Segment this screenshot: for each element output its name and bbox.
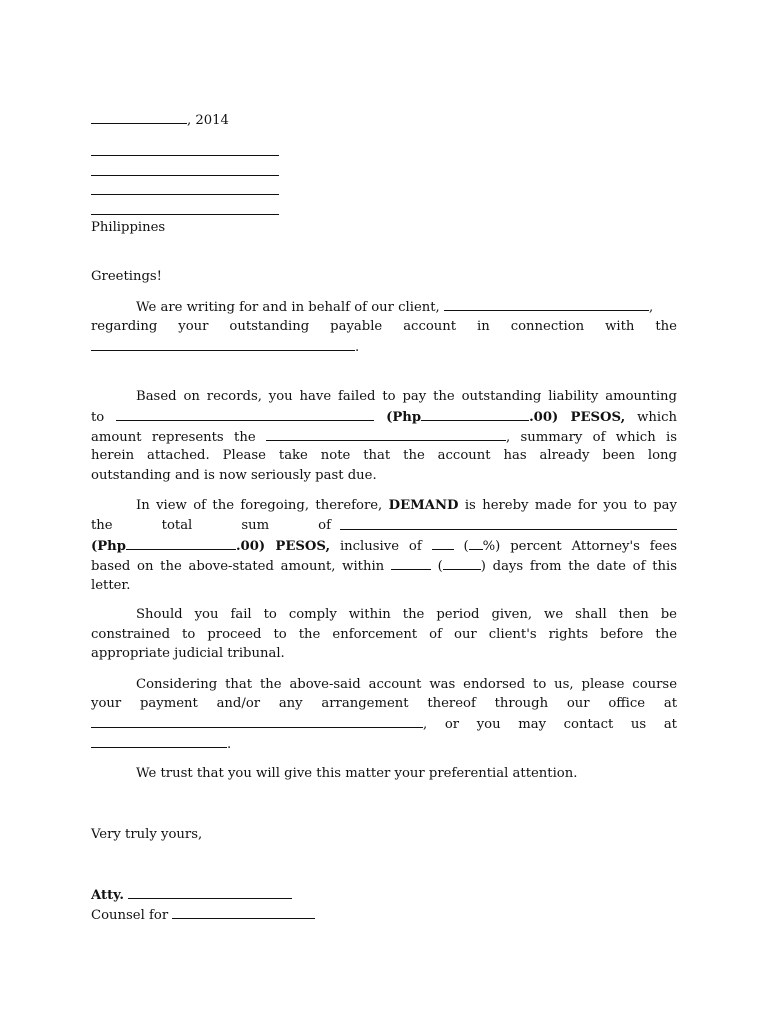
closing: Very truly yours, xyxy=(91,827,203,842)
p5-line-1: Considering that the above-said account was endorsed to us, please course xyxy=(136,677,677,692)
p1-line-2: regarding your outstanding payable account in connection with the xyxy=(91,319,677,334)
counsel-label: Counsel for xyxy=(91,908,169,923)
date-blank xyxy=(91,110,187,124)
fee-percent-blank xyxy=(469,536,483,550)
address-blank-2 xyxy=(91,175,279,176)
total-php-blank xyxy=(126,536,236,550)
demand-word: DEMAND xyxy=(388,498,459,513)
contact-blank xyxy=(91,734,227,748)
p3-line-2: the total sum of xyxy=(91,516,677,537)
address-blank-1 xyxy=(91,155,279,156)
p3-line-4: based on the above-stated amount, within ( ) days from the date of this xyxy=(91,556,677,577)
office-address-blank xyxy=(91,714,423,728)
represents-blank xyxy=(266,427,506,441)
date-line xyxy=(91,110,677,131)
p4-line-3: appropriate judicial tribunal. xyxy=(91,646,285,661)
days-number-blank xyxy=(443,556,481,570)
atty-label: Atty. xyxy=(91,888,124,903)
counsel-for-blank xyxy=(172,905,315,919)
counsel-line xyxy=(91,905,677,926)
p1-line-1: We are writing for and in behalf of our client, , xyxy=(91,297,677,318)
p4-line-2: constrained to proceed to the enforcement of our client's rights before the xyxy=(91,627,677,642)
p3-line-3: (Php .00) PESOS, inclusive of ( %) percent Attorney's fees xyxy=(91,536,677,557)
p2-line-3: amount represents the , summary of which is xyxy=(91,427,677,448)
atty-name-blank xyxy=(128,885,292,899)
p1-line-3: . xyxy=(91,337,677,358)
client-blank xyxy=(444,297,649,311)
p5-line-4: . xyxy=(91,734,677,755)
liability-php-blank xyxy=(421,407,529,421)
atty-line xyxy=(91,885,677,906)
p6-line-1: We trust that you will give this matter your preferential attention. xyxy=(136,766,578,781)
total-sum-blank xyxy=(340,516,677,530)
address-blank-3 xyxy=(91,194,279,195)
p3-line-1: In view of the foregoing, therefore, DEMAND is hereby made for you to pay xyxy=(136,498,677,513)
p2-line-5: outstanding and is now seriously past due. xyxy=(91,468,377,483)
p3-line-5: letter. xyxy=(91,578,131,593)
p2-line-1: Based on records, you have failed to pay the outstanding liability amounting xyxy=(136,389,677,404)
liability-words-blank xyxy=(116,407,374,421)
fee-words-blank xyxy=(432,536,454,550)
p5-line-3: , or you may contact us at xyxy=(91,714,677,735)
recipient-country: Philippines xyxy=(91,220,166,235)
days-words-blank xyxy=(391,556,431,570)
p2-line-4: herein attached. Please take note that the account has already been long xyxy=(91,448,677,463)
salutation: Greetings! xyxy=(91,269,162,284)
connection-blank xyxy=(91,337,355,351)
date-year: , 2014 xyxy=(187,113,229,128)
p5-line-2: your payment and/or any arrangement thereof through our office at xyxy=(91,696,677,711)
p2-line-2: to (Php .00) PESOS, which xyxy=(91,407,677,428)
address-blank-4 xyxy=(91,214,279,215)
p4-line-1: Should you fail to comply within the period given, we shall then be xyxy=(136,607,677,622)
